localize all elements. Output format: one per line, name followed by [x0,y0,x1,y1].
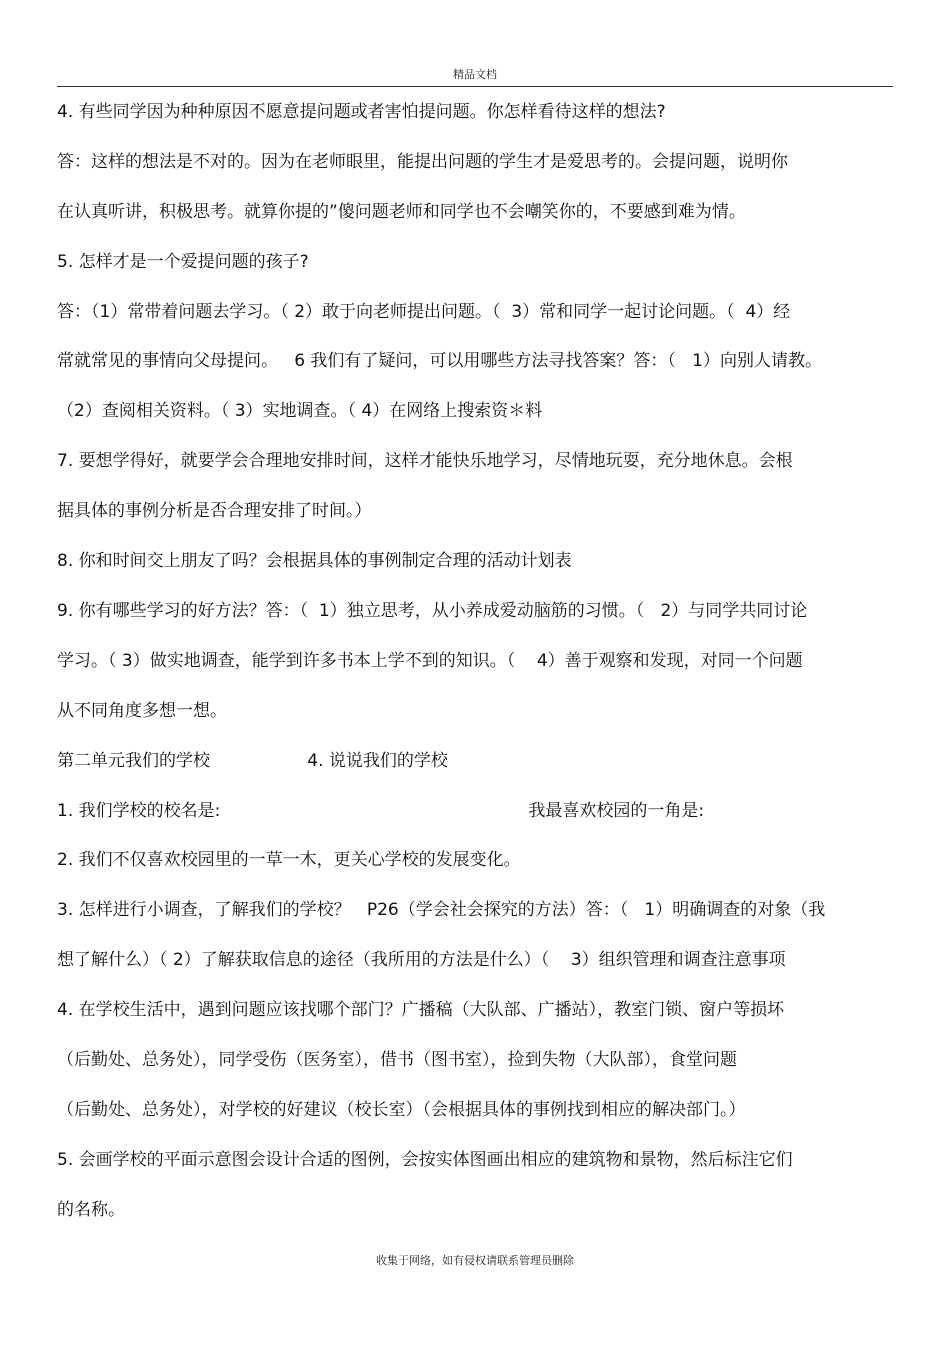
text-line: 想了解什么）（ 2）了解获取信息的途径（我所用的方法是什么）（ 3）组织管理和调查注意事项 [57,950,786,970]
text-line: 在认真听讲，积极思考。就算你提的”傻问题老师和同学也不会嘲笑你的，不要感到难为情。 [57,202,746,222]
page-header: 精品文档 [453,68,497,81]
section-heading: 第二单元我们的学校 4. 说说我们的学校 [57,751,448,771]
text-line: 5. 会画学校的平面示意图会设计合适的图例，会按实体图画出相应的建筑物和景物，然后标注它们 [57,1150,793,1170]
text-line: 3. 怎样进行小调查，了解我们的学校？ P26（学会社会探究的方法）答：（ 1）明确调查的对象（我 [57,900,826,920]
text-line: 1. 我们学校的校名是: 我最喜欢校园的一角是: [57,801,705,821]
text-line: （后勤处、总务处），对学校的好建议（校长室）（会根据具体的事例找到相应的解决部门。） [57,1100,746,1120]
text-line: 从不同角度多想一想。 [57,701,227,721]
text-line: 据具体的事例分析是否合理安排了时间。） [57,501,372,521]
text-line: （2）查阅相关资料。（ 3）实地调查。（ 4）在网络上搜索资＊料 [57,401,543,421]
page-footer: 收集于网络，如有侵权请联系管理员删除 [376,1254,574,1267]
text-line: 的名称。 [57,1200,125,1220]
text-line: 答：这样的想法是不对的。因为在老师眼里，能提出问题的学生才是爱思考的。会提问题，说明你 [57,152,788,172]
text-line: 8. 你和时间交上朋友了吗？会根据具体的事例制定合理的活动计划表 [57,551,572,571]
header-rule [57,86,893,87]
text-line: 4. 有些同学因为种种原因不愿意提问题或者害怕提问题。你怎样看待这样的想法? [57,102,666,122]
text-line: （后勤处、总务处），同学受伤（医务室），借书（图书室），捡到失物（大队部），食堂问题 [57,1050,737,1070]
text-line: 7. 要想学得好，就要学会合理地安排时间，这样才能快乐地学习，尽情地玩耍，充分地休息。会根 [57,451,793,471]
text-line: 答：（1）常带着问题去学习。（ 2）敢于向老师提出问题。（ 3）常和同学一起讨论问题。（ 4）经 [57,302,791,322]
text-line: 5. 怎样才是一个爱提问题的孩子? [57,252,309,272]
text-line: 常就常见的事情向父母提问。 6 我们有了疑问，可以用哪些方法寻找答案？答：（ 1）向别人请教。 [57,351,822,371]
text-line: 学习。（ 3）做实地调查，能学到许多书本上学不到的知识。（ 4）善于观察和发现，对同一个问题 [57,651,803,671]
text-line: 9. 你有哪些学习的好方法？答：（ 1）独立思考，从小养成爱动脑筋的习惯。（ 2）与同学共同讨论 [57,601,808,621]
text-line: 2. 我们不仅喜欢校园里的一草一木，更关心学校的发展变化。 [57,850,521,870]
text-line: 4. 在学校生活中，遇到问题应该找哪个部门？广播稿（大队部、广播站），教室门锁、窗户等损坏 [57,1000,785,1020]
